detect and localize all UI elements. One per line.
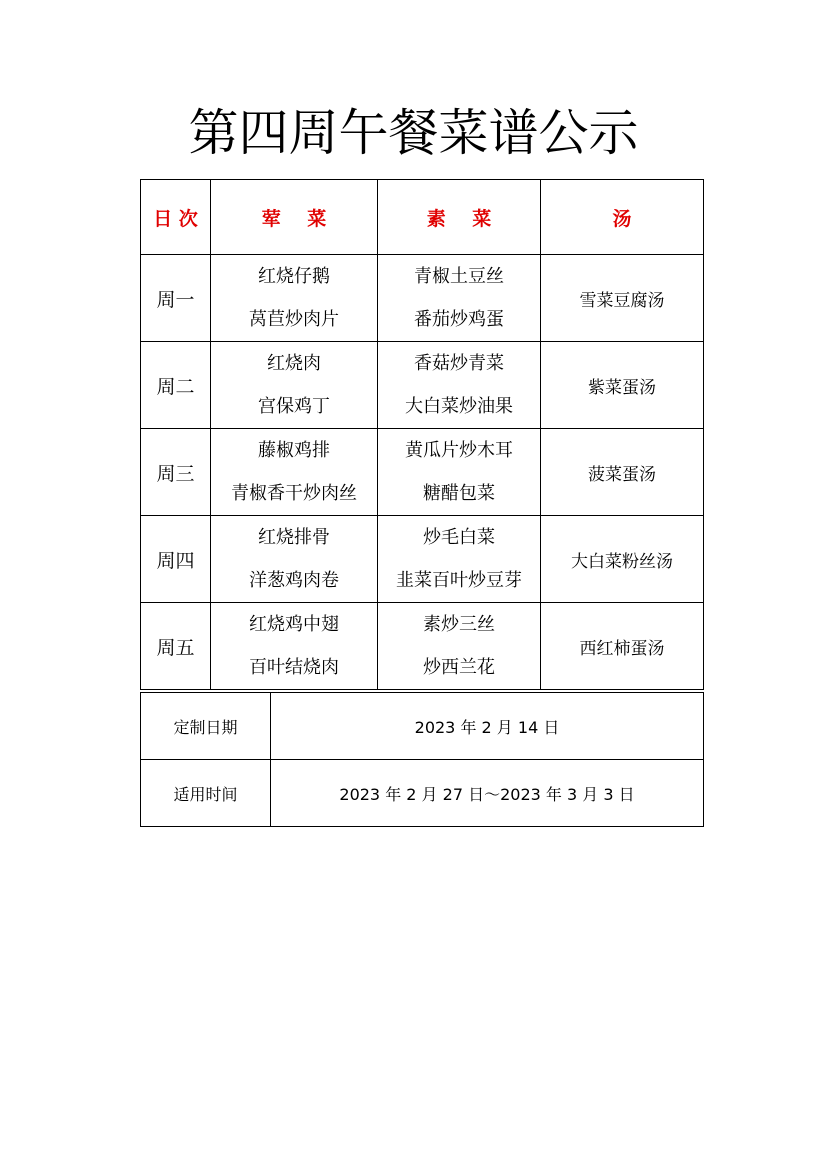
soup-cell: 紫菜蛋汤 [541, 342, 704, 429]
table-row [141, 516, 704, 603]
header-soup: 汤 [541, 180, 704, 255]
soup-cell: 雪菜豆腐汤 [541, 255, 704, 342]
veg-dish: 糖醋包菜 [423, 482, 495, 504]
period-label: 适用时间 [141, 760, 271, 827]
meat-cell [211, 516, 378, 603]
table-row [141, 603, 704, 690]
table-row [141, 342, 704, 429]
table-row [141, 255, 704, 342]
veg-dish: 素炒三丝 [423, 613, 495, 635]
made-date-label: 定制日期 [141, 693, 271, 760]
meat-cell [211, 603, 378, 690]
meat-dish: 洋葱鸡肉卷 [249, 569, 339, 591]
veg-cell [378, 429, 541, 516]
day-cell: 周四 [141, 516, 211, 603]
veg-cell [378, 603, 541, 690]
meat-dish: 青椒香干炒肉丝 [231, 482, 357, 504]
veg-dish: 韭菜百叶炒豆芽 [396, 569, 522, 591]
header-veg: 素 菜 [378, 180, 541, 255]
made-date-value: 2023 年 2 月 14 日 [271, 693, 704, 760]
soup-cell: 菠菜蛋汤 [541, 429, 704, 516]
veg-dish: 炒毛白菜 [423, 526, 495, 548]
meat-cell [211, 429, 378, 516]
veg-cell [378, 342, 541, 429]
page-title: 第四周午餐菜谱公示 [188, 104, 639, 162]
veg-dish: 青椒土豆丝 [414, 265, 504, 287]
meat-dish: 莴苣炒肉片 [249, 308, 339, 330]
meat-dish: 红烧仔鹅 [258, 265, 330, 287]
veg-dish: 黄瓜片炒木耳 [405, 439, 513, 461]
period-value: 2023 年 2 月 27 日～2023 年 3 月 3 日 [271, 760, 704, 827]
day-cell: 周二 [141, 342, 211, 429]
period-row [141, 760, 704, 827]
meat-cell [211, 255, 378, 342]
soup-cell: 大白菜粉丝汤 [541, 516, 704, 603]
day-cell: 周一 [141, 255, 211, 342]
veg-cell [378, 255, 541, 342]
table-header-row [141, 180, 704, 255]
meat-dish: 宫保鸡丁 [258, 395, 330, 417]
veg-cell [378, 516, 541, 603]
day-cell: 周五 [141, 603, 211, 690]
info-table [140, 692, 704, 827]
header-day: 日 次 [141, 180, 211, 255]
veg-dish: 大白菜炒油果 [405, 395, 513, 417]
made-date-row [141, 693, 704, 760]
meat-dish: 红烧鸡中翅 [249, 613, 339, 635]
meat-dish: 红烧排骨 [258, 526, 330, 548]
meat-dish: 藤椒鸡排 [258, 439, 330, 461]
day-cell: 周三 [141, 429, 211, 516]
meat-dish: 红烧肉 [267, 352, 321, 374]
meat-dish: 百叶结烧肉 [249, 656, 339, 678]
veg-dish: 番茄炒鸡蛋 [414, 308, 504, 330]
soup-cell: 西红柿蛋汤 [541, 603, 704, 690]
veg-dish: 香菇炒青菜 [414, 352, 504, 374]
veg-dish: 炒西兰花 [423, 656, 495, 678]
meat-cell [211, 342, 378, 429]
header-meat: 荤 菜 [211, 180, 378, 255]
table-row [141, 429, 704, 516]
menu-table [140, 179, 704, 690]
